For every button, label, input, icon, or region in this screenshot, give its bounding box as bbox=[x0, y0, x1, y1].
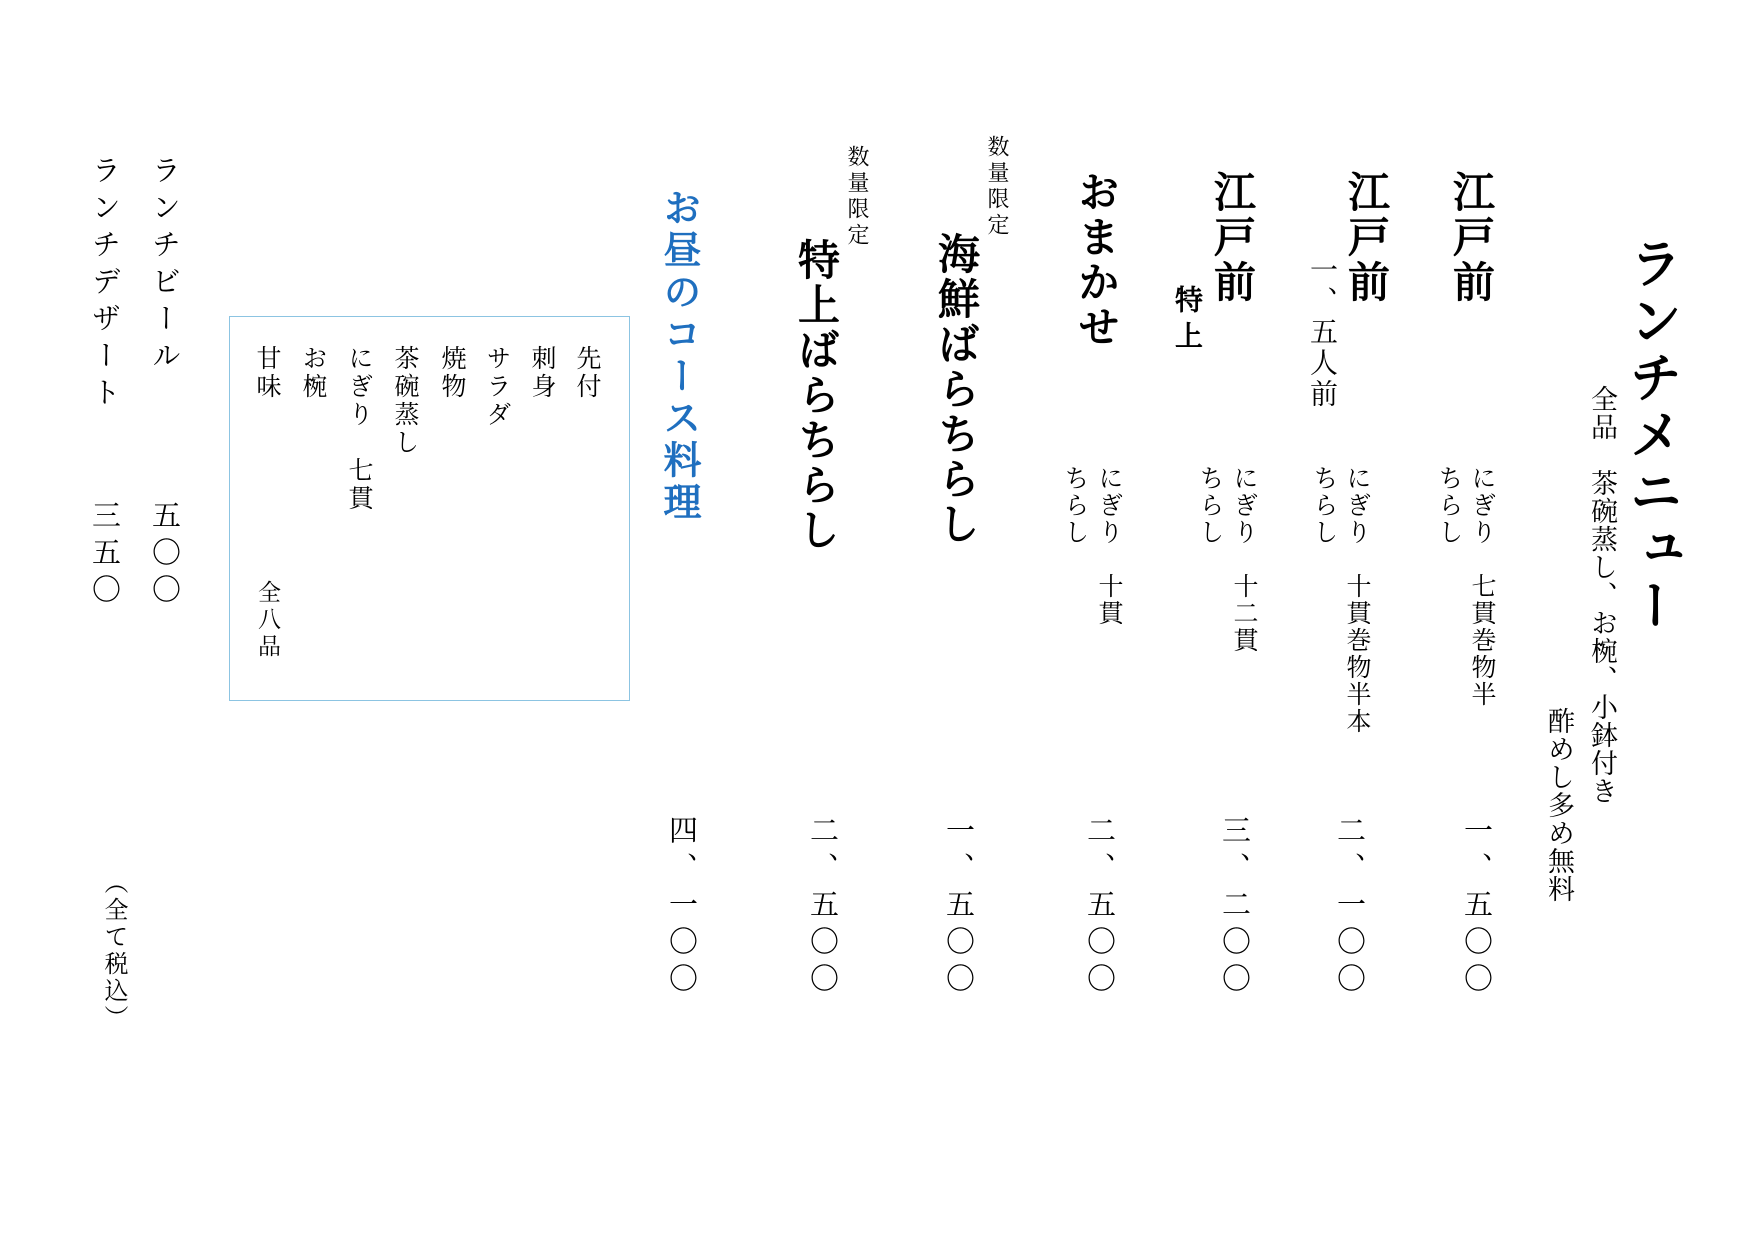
extra-2-name: ランチデザート bbox=[88, 155, 122, 414]
item-5-name: 海鮮ばらちらし bbox=[932, 232, 981, 547]
course-dish-5: 茶碗蒸し bbox=[391, 345, 420, 457]
item-6-limited-badge: 数量限定 bbox=[844, 145, 869, 249]
item-3-price: 三、二〇〇 bbox=[1218, 815, 1252, 1000]
course-title: お昼のコース料理 bbox=[657, 188, 702, 524]
item-2-size: 一、五人前 bbox=[1306, 255, 1339, 410]
course-dish-3: サラダ bbox=[483, 345, 512, 429]
item-4-name: おまかせ bbox=[1072, 170, 1121, 350]
extra-2-price: 三五〇 bbox=[88, 500, 122, 611]
course-dish-7: お椀 bbox=[299, 345, 328, 401]
course-dish-count: 全八品 bbox=[254, 580, 280, 661]
course-dishes-box bbox=[229, 316, 630, 701]
item-1-desc-2: ちらし bbox=[1435, 465, 1464, 546]
item-1-price: 一、五〇〇 bbox=[1460, 815, 1494, 1000]
course-dish-2: 刺身 bbox=[528, 345, 557, 401]
item-3-name: 江戸前 bbox=[1208, 170, 1257, 305]
tax-note: （全て税込） bbox=[100, 870, 128, 1032]
course-dish-6: にぎり 七貫 bbox=[345, 345, 374, 513]
extra-1-name: ランチビール bbox=[148, 155, 182, 377]
course-dish-8: 甘味 bbox=[253, 345, 282, 401]
item-5-price: 一、五〇〇 bbox=[942, 815, 976, 1000]
item-1-name: 江戸前 bbox=[1447, 170, 1496, 305]
course-price: 四、一〇〇 bbox=[665, 815, 699, 1000]
item-2-name: 江戸前 bbox=[1342, 170, 1391, 305]
item-4-price: 二、五〇〇 bbox=[1083, 815, 1117, 1000]
menu-note-rice: 酢めし多め無料 bbox=[1543, 707, 1574, 903]
menu-note-sides: 全品 茶碗蒸し、お椀、小鉢付き bbox=[1586, 385, 1617, 805]
item-6-name: 特上ばらちらし bbox=[792, 238, 841, 553]
course-dish-1: 先付 bbox=[573, 345, 602, 401]
item-2-price: 二、一〇〇 bbox=[1333, 815, 1367, 1000]
menu-title: ランチメニュー bbox=[1621, 236, 1683, 635]
course-dish-4: 焼物 bbox=[438, 345, 467, 401]
item-3-desc: にぎり 十二貫 bbox=[1230, 465, 1259, 654]
item-2-desc-2: ちらし bbox=[1310, 465, 1339, 546]
item-4-desc: にぎり 十貫 bbox=[1095, 465, 1124, 627]
item-5-limited-badge: 数量限定 bbox=[984, 135, 1009, 239]
item-1-desc: にぎり 七貫巻物半 bbox=[1468, 465, 1497, 708]
extra-1-price: 五〇〇 bbox=[148, 500, 182, 611]
item-6-price: 二、五〇〇 bbox=[806, 815, 840, 1000]
item-4-desc-2: ちらし bbox=[1061, 465, 1090, 546]
item-3-desc-2: ちらし bbox=[1196, 465, 1225, 546]
item-3-grade: 特上 bbox=[1171, 285, 1204, 357]
item-2-desc: にぎり 十貫巻物半本 bbox=[1343, 465, 1372, 735]
